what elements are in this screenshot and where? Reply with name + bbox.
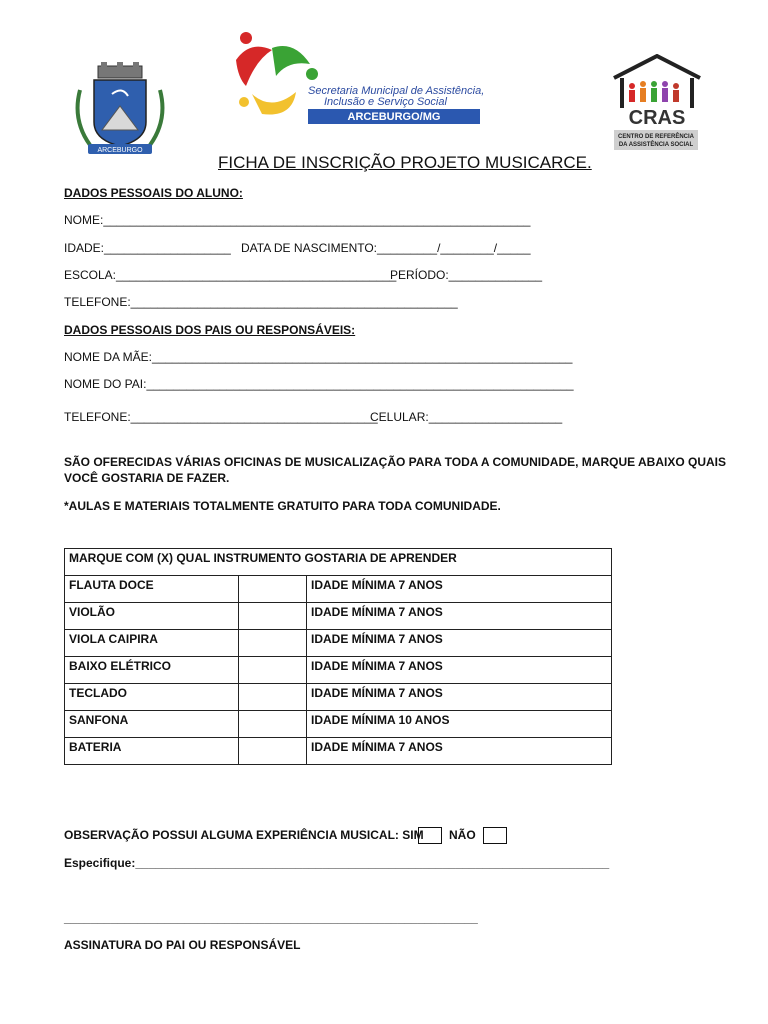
- mother-name-field[interactable]: NOME DA MÃE:_______________________________________________________________: [64, 350, 573, 364]
- table-row: [65, 738, 612, 765]
- instrument-mark-cell[interactable]: [239, 738, 307, 765]
- instrument-min-age: IDADE MÍNIMA 7 ANOS: [307, 630, 612, 657]
- student-age-field[interactable]: IDADE:___________________: [64, 241, 231, 255]
- parents-heading: DADOS PESSOAIS DOS PAIS OU RESPONSÁVEIS:: [64, 323, 356, 337]
- table-header: MARQUE COM (X) QUAL INSTRUMENTO GOSTARIA DE APRENDER: [65, 549, 612, 576]
- instrument-name: BATERIA: [65, 738, 239, 765]
- instrument-min-age: IDADE MÍNIMA 10 ANOS: [307, 711, 612, 738]
- cras-sub2: DA ASSISTÊNCIA SOCIAL: [618, 142, 694, 148]
- instrument-name: FLAUTA DOCE: [65, 576, 239, 603]
- city-crest-logo: [70, 60, 170, 160]
- no-label: NÃO: [449, 828, 476, 842]
- no-checkbox[interactable]: [483, 827, 507, 844]
- table-row: [65, 576, 612, 603]
- secretaria-line2: Inclusão e Serviço Social: [324, 96, 447, 108]
- instrument-min-age: IDADE MÍNIMA 7 ANOS: [307, 657, 612, 684]
- instrument-table: [64, 548, 612, 765]
- table-row: [65, 657, 612, 684]
- instrument-name: BAIXO ELÉTRICO: [65, 657, 239, 684]
- instrument-name: VIOLÃO: [65, 603, 239, 630]
- student-heading: DADOS PESSOAIS DO ALUNO:: [64, 186, 243, 200]
- instrument-name: SANFONA: [65, 711, 239, 738]
- instrument-mark-cell[interactable]: [239, 630, 307, 657]
- instrument-name: VIOLA CAIPIRA: [65, 630, 239, 657]
- parents-phone-field[interactable]: TELEFONE:_____________________________________: [64, 410, 378, 424]
- secretaria-line1: Secretaria Municipal de Assistência,: [308, 85, 485, 97]
- instrument-mark-cell[interactable]: [239, 684, 307, 711]
- instrument-min-age: IDADE MÍNIMA 7 ANOS: [307, 684, 612, 711]
- experience-question: OBSERVAÇÃO POSSUI ALGUMA EXPERIÊNCIA MUSICAL: SIM: [64, 828, 424, 842]
- instrument-min-age: IDADE MÍNIMA 7 ANOS: [307, 603, 612, 630]
- parents-cell-field[interactable]: CELULAR:____________________: [370, 410, 563, 424]
- free-notice: *AULAS E MATERIAIS TOTALMENTE GRATUITO PARA TODA COMUNIDADE.: [64, 499, 501, 513]
- table-row: [65, 630, 612, 657]
- student-birthdate-field[interactable]: DATA DE NASCIMENTO:_________/________/_____: [241, 241, 531, 255]
- instrument-mark-cell[interactable]: [239, 576, 307, 603]
- secretaria-logo: [232, 30, 492, 130]
- yes-checkbox[interactable]: [418, 827, 442, 844]
- table-row: [65, 603, 612, 630]
- signature-line[interactable]: ______________________________________________________________: [64, 911, 478, 925]
- instrument-min-age: IDADE MÍNIMA 7 ANOS: [307, 576, 612, 603]
- instrument-mark-cell[interactable]: [239, 657, 307, 684]
- table-row: [65, 684, 612, 711]
- student-period-field[interactable]: PERÍODO:______________: [390, 268, 543, 282]
- table-row: [65, 711, 612, 738]
- cras-title: CRAS: [628, 107, 686, 129]
- father-name-field[interactable]: NOME DO PAI:________________________________________________________________: [64, 377, 574, 391]
- student-school-field[interactable]: ESCOLA:__________________________________________: [64, 268, 397, 282]
- info-line-2: VOCÊ GOSTARIA DE FAZER.: [64, 471, 230, 485]
- instrument-mark-cell[interactable]: [239, 711, 307, 738]
- instrument-name: TECLADO: [65, 684, 239, 711]
- student-phone-field[interactable]: TELEFONE:_________________________________________________: [64, 295, 458, 309]
- cras-sub1: CENTRO DE REFERÊNCIA: [617, 134, 695, 140]
- cras-logo: [612, 54, 702, 154]
- instrument-min-age: IDADE MÍNIMA 7 ANOS: [307, 738, 612, 765]
- table-header-row: [65, 549, 612, 576]
- page-title: FICHA DE INSCRIÇÃO PROJETO MUSICARCE.: [218, 153, 592, 172]
- info-line-1: SÃO OFERECIDAS VÁRIAS OFICINAS DE MUSICALIZAÇÃO PARA TODA A COMUNIDADE, MARQUE ABAIXO QUAIS: [64, 455, 727, 469]
- instrument-mark-cell[interactable]: [239, 603, 307, 630]
- crest-banner-text: ARCEBURGO: [97, 147, 143, 154]
- city-banner: ARCEBURGO/MG: [347, 111, 441, 123]
- student-name-field[interactable]: NOME:________________________________________________________________: [64, 213, 531, 227]
- specify-field[interactable]: Especifique:_______________________________________________________________________: [64, 856, 610, 870]
- signature-label: ASSINATURA DO PAI OU RESPONSÁVEL: [64, 938, 301, 952]
